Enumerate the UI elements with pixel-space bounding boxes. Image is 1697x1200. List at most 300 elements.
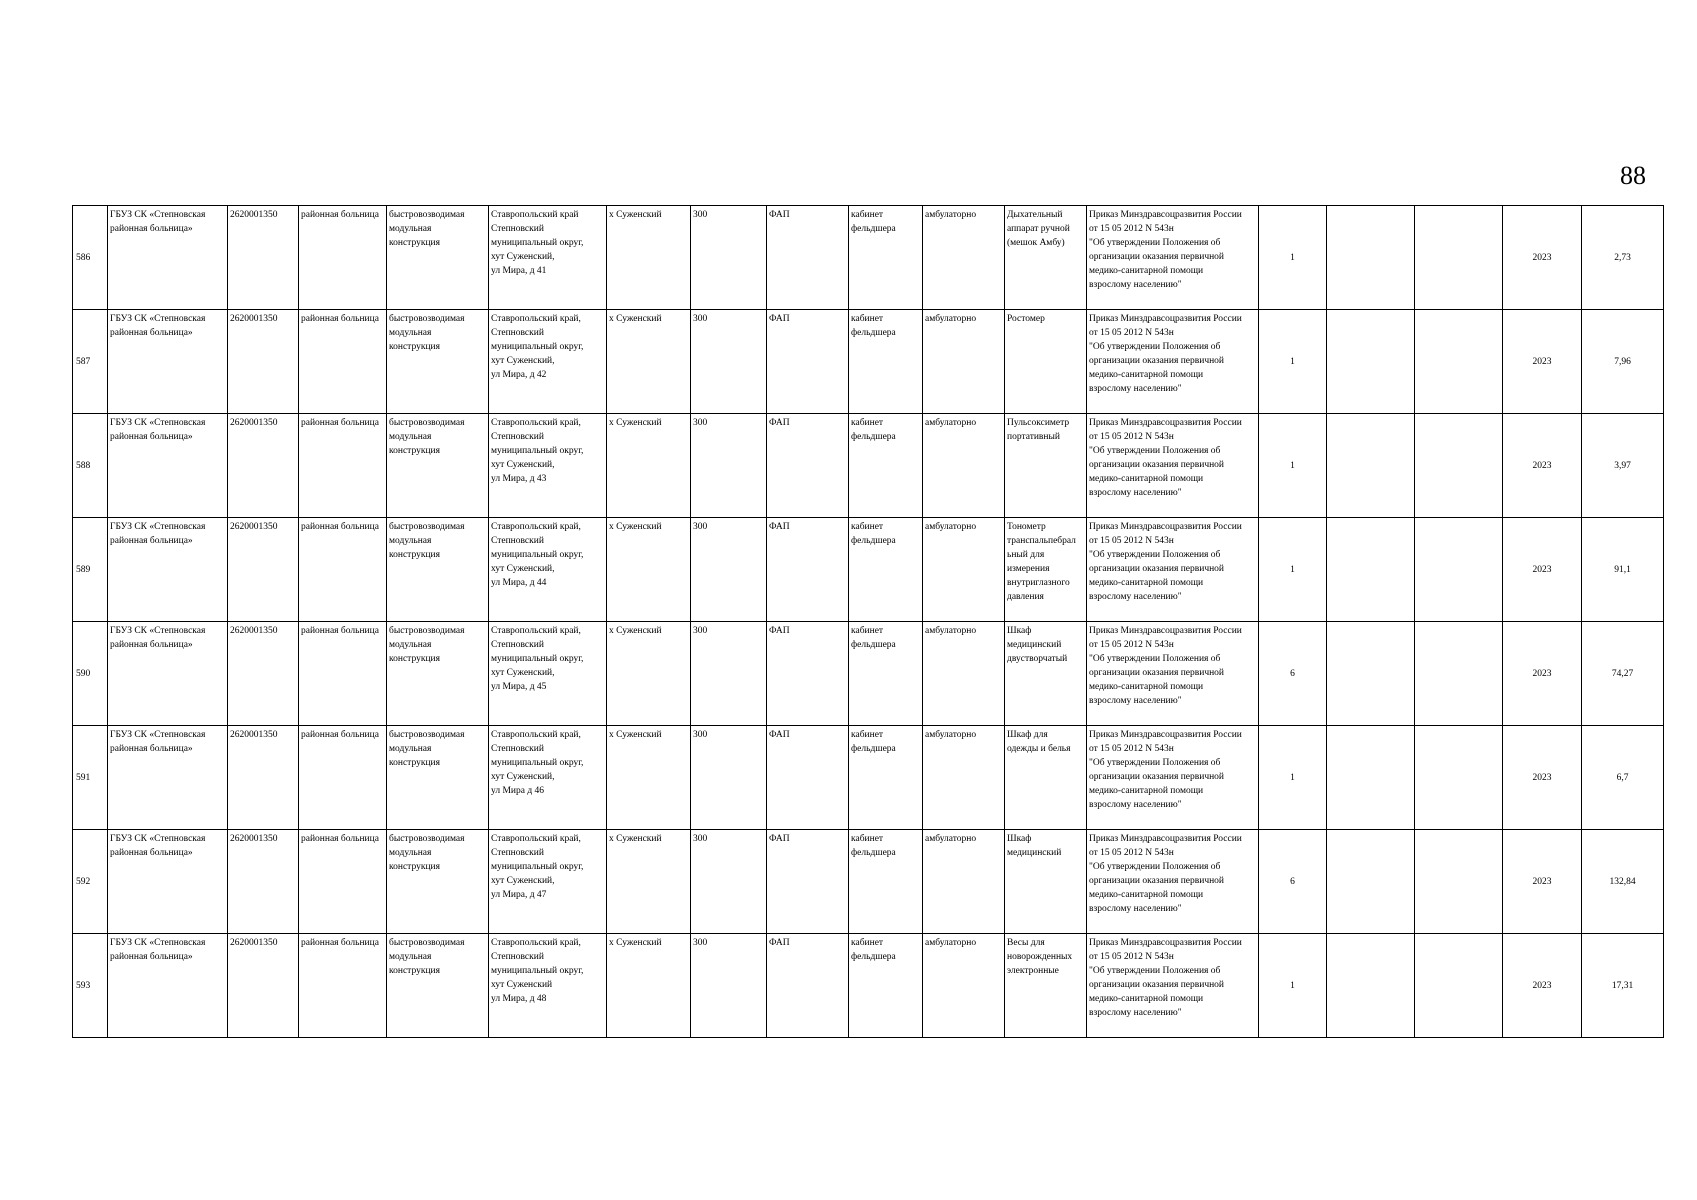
population-cell: 300 — [691, 934, 767, 1038]
organization-line: ГБУЗ СК «Степновская — [110, 314, 206, 324]
address-line: хут Суженский, — [491, 668, 555, 678]
regulation-order-line: от 15 05 2012 N 543н — [1089, 640, 1174, 650]
address-line: ул Мира, д 41 — [491, 266, 547, 276]
institution-type-cell: районная больница — [299, 518, 387, 622]
regulation-order-line: Приказ Минздравсоцразвития России — [1089, 210, 1242, 220]
population-cell: 300 — [691, 310, 767, 414]
unit-cell: ФАП — [767, 622, 849, 726]
equipment-name-line: Ростомер — [1007, 314, 1045, 324]
table-row — [73, 414, 1664, 518]
row-number-cell: 589 — [73, 518, 108, 622]
institution-type-cell: районная больница — [299, 622, 387, 726]
unit-cell: ФАП — [767, 310, 849, 414]
population-cell: 300 — [691, 206, 767, 310]
quantity-cell: 1 — [1259, 310, 1327, 414]
equipment-name-line: внутриглазного — [1007, 578, 1070, 588]
address-line: муниципальный округ, — [491, 342, 584, 352]
room-line: фельдшера — [851, 432, 896, 442]
room-line: кабинет — [851, 730, 884, 740]
amount-cell: 3,97 — [1582, 414, 1664, 518]
building-type-line: быстровозводимая — [389, 938, 465, 948]
equipment-name-line: медицинский — [1007, 848, 1062, 858]
locality-cell: х Суженский — [607, 206, 691, 310]
building-type-line: модульная — [389, 744, 432, 754]
regulation-order-cell — [1087, 414, 1259, 518]
equipment-name-cell — [1005, 830, 1087, 934]
year-cell: 2023 — [1503, 310, 1582, 414]
organization-cell — [108, 622, 228, 726]
organization-cell — [108, 310, 228, 414]
regulation-order-line: взрослому населению" — [1089, 384, 1182, 394]
room-cell — [849, 206, 923, 310]
regulation-order-line: от 15 05 2012 N 543н — [1089, 848, 1174, 858]
room-line: фельдшера — [851, 224, 896, 234]
organization-cell — [108, 206, 228, 310]
address-cell — [489, 414, 607, 518]
regulation-order-cell — [1087, 622, 1259, 726]
quantity-cell: 1 — [1259, 726, 1327, 830]
regulation-order-line: взрослому населению" — [1089, 800, 1182, 810]
year-cell: 2023 — [1503, 830, 1582, 934]
year-cell: 2023 — [1503, 206, 1582, 310]
equipment-name-line: ьный для — [1007, 550, 1045, 560]
locality-cell: х Суженский — [607, 518, 691, 622]
regulation-order-line: Приказ Минздравсоцразвития России — [1089, 730, 1242, 740]
regulation-order-line: Приказ Минздравсоцразвития России — [1089, 938, 1242, 948]
regulation-order-line: от 15 05 2012 N 543н — [1089, 328, 1174, 338]
equipment-name-line: электронные — [1007, 966, 1059, 976]
address-line: хут Суженский, — [491, 564, 555, 574]
room-line: кабинет — [851, 522, 884, 532]
address-line: Степновский — [491, 536, 544, 546]
regulation-order-line: организации оказания первичной — [1089, 876, 1225, 886]
population-cell: 300 — [691, 414, 767, 518]
building-type-line: быстровозводимая — [389, 730, 465, 740]
blank-cell-2 — [1415, 726, 1503, 830]
regulation-order-line: медико-санитарной помощи — [1089, 474, 1204, 484]
address-cell — [489, 830, 607, 934]
address-line: Ставропольский край, — [491, 730, 581, 740]
building-type-line: быстровозводимая — [389, 314, 465, 324]
address-line: Степновский — [491, 432, 544, 442]
quantity-cell: 1 — [1259, 206, 1327, 310]
building-type-line: модульная — [389, 536, 432, 546]
institution-type-cell: районная больница — [299, 206, 387, 310]
room-cell — [849, 518, 923, 622]
locality-cell: х Суженский — [607, 310, 691, 414]
building-type-line: быстровозводимая — [389, 418, 465, 428]
equipment-name-cell — [1005, 206, 1087, 310]
address-line: хут Суженский — [491, 980, 553, 990]
equipment-name-line: Дыхательный — [1007, 210, 1063, 220]
organization-line: районная больница» — [110, 848, 193, 858]
quantity-cell: 1 — [1259, 414, 1327, 518]
year-cell: 2023 — [1503, 518, 1582, 622]
organization-cell — [108, 830, 228, 934]
address-line: ул Мира, д 42 — [491, 370, 547, 380]
regulation-order-line: медико-санитарной помощи — [1089, 266, 1204, 276]
blank-cell-2 — [1415, 310, 1503, 414]
address-line: муниципальный округ, — [491, 966, 584, 976]
regulation-order-line: взрослому населению" — [1089, 592, 1182, 602]
blank-cell-2 — [1415, 622, 1503, 726]
unit-cell: ФАП — [767, 518, 849, 622]
unit-cell: ФАП — [767, 934, 849, 1038]
address-line: Степновский — [491, 744, 544, 754]
building-type-line: конструкция — [389, 238, 440, 248]
table-row — [73, 830, 1664, 934]
room-line: фельдшера — [851, 952, 896, 962]
blank-cell-1 — [1327, 830, 1415, 934]
address-line: ул Мира, д 44 — [491, 578, 547, 588]
institution-type-cell: районная больница — [299, 310, 387, 414]
address-line: ул Мира, д 43 — [491, 474, 547, 484]
organization-cell — [108, 934, 228, 1038]
room-line: фельдшера — [851, 744, 896, 754]
organization-line: ГБУЗ СК «Степновская — [110, 834, 206, 844]
amount-cell: 132,84 — [1582, 830, 1664, 934]
inn-cell: 2620001350 — [228, 934, 299, 1038]
equipment-name-line: измерения — [1007, 564, 1050, 574]
organization-line: районная больница» — [110, 432, 193, 442]
regulation-order-line: медико-санитарной помощи — [1089, 890, 1204, 900]
building-type-cell — [387, 206, 489, 310]
quantity-cell: 1 — [1259, 518, 1327, 622]
inn-cell: 2620001350 — [228, 622, 299, 726]
amount-cell: 74,27 — [1582, 622, 1664, 726]
blank-cell-1 — [1327, 726, 1415, 830]
regulation-order-line: от 15 05 2012 N 543н — [1089, 224, 1174, 234]
address-line: Степновский — [491, 640, 544, 650]
institution-type-cell: районная больница — [299, 414, 387, 518]
building-type-line: конструкция — [389, 758, 440, 768]
institution-type-cell: районная больница — [299, 830, 387, 934]
building-type-line: быстровозводимая — [389, 210, 465, 220]
address-line: Ставропольский край, — [491, 314, 581, 324]
regulation-order-line: организации оказания первичной — [1089, 564, 1225, 574]
equipment-name-line: Шкаф для — [1007, 730, 1048, 740]
regulation-order-line: медико-санитарной помощи — [1089, 578, 1204, 588]
address-cell — [489, 518, 607, 622]
building-type-cell — [387, 622, 489, 726]
organization-cell — [108, 726, 228, 830]
building-type-cell — [387, 518, 489, 622]
building-type-line: конструкция — [389, 654, 440, 664]
row-number-cell: 591 — [73, 726, 108, 830]
room-line: фельдшера — [851, 848, 896, 858]
address-line: муниципальный округ, — [491, 654, 584, 664]
blank-cell-1 — [1327, 414, 1415, 518]
unit-cell: ФАП — [767, 414, 849, 518]
blank-cell-2 — [1415, 414, 1503, 518]
organization-line: ГБУЗ СК «Степновская — [110, 938, 206, 948]
equipment-name-line: новорожденных — [1007, 952, 1073, 962]
regulation-order-line: взрослому населению" — [1089, 696, 1182, 706]
regulation-order-line: от 15 05 2012 N 543н — [1089, 952, 1174, 962]
address-cell — [489, 726, 607, 830]
equipment-name-line: медицинский — [1007, 640, 1062, 650]
regulation-order-line: организации оказания первичной — [1089, 772, 1225, 782]
regulation-order-cell — [1087, 726, 1259, 830]
organization-cell — [108, 518, 228, 622]
blank-cell-1 — [1327, 622, 1415, 726]
regulation-order-cell — [1087, 830, 1259, 934]
blank-cell-1 — [1327, 206, 1415, 310]
room-cell — [849, 622, 923, 726]
table-row — [73, 518, 1664, 622]
regulation-order-line: "Об утверждении Положения об — [1089, 342, 1221, 352]
regulation-order-line: "Об утверждении Положения об — [1089, 550, 1221, 560]
equipment-name-line: одежды и белья — [1007, 744, 1071, 754]
regulation-order-line: Приказ Минздравсоцразвития России — [1089, 522, 1242, 532]
regulation-order-line: "Об утверждении Положения об — [1089, 446, 1221, 456]
room-cell — [849, 310, 923, 414]
locality-cell: х Суженский — [607, 830, 691, 934]
address-line: ул Мира, д 45 — [491, 682, 547, 692]
building-type-line: конструкция — [389, 550, 440, 560]
row-number-cell: 586 — [73, 206, 108, 310]
equipment-name-line: Весы для — [1007, 938, 1045, 948]
table-row — [73, 726, 1664, 830]
address-line: Степновский — [491, 952, 544, 962]
page-number: 88 — [1620, 161, 1646, 190]
organization-line: ГБУЗ СК «Степновская — [110, 418, 206, 428]
room-line: кабинет — [851, 626, 884, 636]
quantity-cell: 6 — [1259, 830, 1327, 934]
room-line: фельдшера — [851, 536, 896, 546]
regulation-order-line: "Об утверждении Положения об — [1089, 238, 1221, 248]
equipment-name-line: транспальпебрал — [1007, 536, 1076, 546]
organization-line: районная больница» — [110, 328, 193, 338]
room-line: кабинет — [851, 938, 884, 948]
building-type-line: модульная — [389, 328, 432, 338]
regulation-order-line: от 15 05 2012 N 543н — [1089, 744, 1174, 754]
inn-cell: 2620001350 — [228, 414, 299, 518]
regulation-order-line: взрослому населению" — [1089, 1008, 1182, 1018]
building-type-line: конструкция — [389, 342, 440, 352]
regulation-order-line: от 15 05 2012 N 543н — [1089, 536, 1174, 546]
room-line: кабинет — [851, 314, 884, 324]
address-line: Ставропольский край, — [491, 626, 581, 636]
locality-cell: х Суженский — [607, 726, 691, 830]
inn-cell: 2620001350 — [228, 206, 299, 310]
address-line: хут Суженский, — [491, 460, 555, 470]
address-line: ул Мира, д 47 — [491, 890, 547, 900]
building-type-line: быстровозводимая — [389, 522, 465, 532]
building-type-cell — [387, 830, 489, 934]
equipment-name-line: давления — [1007, 592, 1044, 602]
blank-cell-2 — [1415, 934, 1503, 1038]
address-line: муниципальный округ, — [491, 238, 584, 248]
equipment-name-line: Шкаф — [1007, 626, 1032, 636]
address-line: муниципальный округ, — [491, 862, 584, 872]
care-type-cell: амбулаторно — [923, 726, 1005, 830]
equipment-name-line: Тонометр — [1007, 522, 1046, 532]
equipment-name-cell — [1005, 622, 1087, 726]
regulation-order-line: от 15 05 2012 N 543н — [1089, 432, 1174, 442]
quantity-cell: 6 — [1259, 622, 1327, 726]
equipment-name-line: Шкаф — [1007, 834, 1032, 844]
organization-line: районная больница» — [110, 536, 193, 546]
building-type-line: модульная — [389, 224, 432, 234]
population-cell: 300 — [691, 518, 767, 622]
amount-cell: 91,1 — [1582, 518, 1664, 622]
year-cell: 2023 — [1503, 934, 1582, 1038]
address-line: Степновский — [491, 328, 544, 338]
address-line: ул Мира д 46 — [491, 786, 545, 796]
table-row — [73, 310, 1664, 414]
table-row — [73, 206, 1664, 310]
regulation-order-line: "Об утверждении Положения об — [1089, 758, 1221, 768]
organization-line: районная больница» — [110, 224, 193, 234]
regulation-order-cell — [1087, 310, 1259, 414]
address-line: муниципальный округ, — [491, 758, 584, 768]
care-type-cell: амбулаторно — [923, 934, 1005, 1038]
year-cell: 2023 — [1503, 622, 1582, 726]
address-line: хут Суженский, — [491, 772, 555, 782]
equipment-name-line: Пульсоксиметр — [1007, 418, 1070, 428]
regulation-order-line: взрослому населению" — [1089, 904, 1182, 914]
regulation-order-line: организации оказания первичной — [1089, 356, 1225, 366]
regulation-order-line: Приказ Минздравсоцразвития России — [1089, 626, 1242, 636]
equipment-registry-table — [72, 205, 1664, 1038]
address-line: Ставропольский край, — [491, 834, 581, 844]
equipment-name-line: двустворчатый — [1007, 654, 1068, 664]
regulation-order-cell — [1087, 206, 1259, 310]
regulation-order-line: взрослому населению" — [1089, 488, 1182, 498]
row-number-cell: 592 — [73, 830, 108, 934]
year-cell: 2023 — [1503, 414, 1582, 518]
population-cell: 300 — [691, 830, 767, 934]
equipment-name-cell — [1005, 414, 1087, 518]
regulation-order-line: организации оказания первичной — [1089, 668, 1225, 678]
building-type-cell — [387, 414, 489, 518]
inn-cell: 2620001350 — [228, 830, 299, 934]
address-line: муниципальный округ, — [491, 550, 584, 560]
regulation-order-line: организации оказания первичной — [1089, 252, 1225, 262]
organization-line: ГБУЗ СК «Степновская — [110, 626, 206, 636]
amount-cell: 6,7 — [1582, 726, 1664, 830]
blank-cell-1 — [1327, 934, 1415, 1038]
equipment-name-cell — [1005, 726, 1087, 830]
care-type-cell: амбулаторно — [923, 622, 1005, 726]
organization-line: районная больница» — [110, 952, 193, 962]
regulation-order-cell — [1087, 934, 1259, 1038]
room-line: фельдшера — [851, 640, 896, 650]
room-cell — [849, 414, 923, 518]
equipment-name-cell — [1005, 934, 1087, 1038]
building-type-line: модульная — [389, 640, 432, 650]
room-line: кабинет — [851, 210, 884, 220]
regulation-order-line: медико-санитарной помощи — [1089, 994, 1204, 1004]
row-number-cell: 593 — [73, 934, 108, 1038]
address-line: Ставропольский край, — [491, 522, 581, 532]
row-number-cell: 588 — [73, 414, 108, 518]
address-line: Ставропольский край, — [491, 938, 581, 948]
building-type-line: модульная — [389, 848, 432, 858]
regulation-order-line: организации оказания первичной — [1089, 460, 1225, 470]
address-line: хут Суженский, — [491, 356, 555, 366]
room-cell — [849, 934, 923, 1038]
row-number-cell: 587 — [73, 310, 108, 414]
room-line: кабинет — [851, 418, 884, 428]
address-line: Степновский — [491, 848, 544, 858]
regulation-order-line: "Об утверждении Положения об — [1089, 966, 1221, 976]
care-type-cell: амбулаторно — [923, 830, 1005, 934]
address-cell — [489, 206, 607, 310]
equipment-name-line: портативный — [1007, 432, 1060, 442]
building-type-cell — [387, 726, 489, 830]
inn-cell: 2620001350 — [228, 518, 299, 622]
regulation-order-line: медико-санитарной помощи — [1089, 786, 1204, 796]
institution-type-cell: районная больница — [299, 934, 387, 1038]
regulation-order-line: медико-санитарной помощи — [1089, 370, 1204, 380]
blank-cell-2 — [1415, 518, 1503, 622]
blank-cell-2 — [1415, 830, 1503, 934]
building-type-cell — [387, 310, 489, 414]
population-cell: 300 — [691, 726, 767, 830]
care-type-cell: амбулаторно — [923, 206, 1005, 310]
organization-line: районная больница» — [110, 744, 193, 754]
room-cell — [849, 830, 923, 934]
regulation-order-line: организации оказания первичной — [1089, 980, 1225, 990]
locality-cell: х Суженский — [607, 934, 691, 1038]
unit-cell: ФАП — [767, 726, 849, 830]
regulation-order-line: "Об утверждении Положения об — [1089, 654, 1221, 664]
regulation-order-line: Приказ Минздравсоцразвития России — [1089, 834, 1242, 844]
address-line: хут Суженский, — [491, 876, 555, 886]
inn-cell: 2620001350 — [228, 726, 299, 830]
population-cell: 300 — [691, 622, 767, 726]
building-type-line: конструкция — [389, 862, 440, 872]
building-type-line: конструкция — [389, 446, 440, 456]
regulation-order-line: Приказ Минздравсоцразвития России — [1089, 314, 1242, 324]
address-cell — [489, 934, 607, 1038]
building-type-line: быстровозводимая — [389, 834, 465, 844]
equipment-name-line: аппарат ручной — [1007, 224, 1070, 234]
regulation-order-line: медико-санитарной помощи — [1089, 682, 1204, 692]
amount-cell: 7,96 — [1582, 310, 1664, 414]
building-type-line: модульная — [389, 432, 432, 442]
address-line: муниципальный округ, — [491, 446, 584, 456]
organization-cell — [108, 414, 228, 518]
organization-line: ГБУЗ СК «Степновская — [110, 210, 206, 220]
building-type-line: конструкция — [389, 966, 440, 976]
table-row — [73, 622, 1664, 726]
regulation-order-cell — [1087, 518, 1259, 622]
equipment-name-cell — [1005, 310, 1087, 414]
blank-cell-1 — [1327, 310, 1415, 414]
blank-cell-2 — [1415, 206, 1503, 310]
address-cell — [489, 622, 607, 726]
unit-cell: ФАП — [767, 830, 849, 934]
organization-line: районная больница» — [110, 640, 193, 650]
address-cell — [489, 310, 607, 414]
room-line: фельдшера — [851, 328, 896, 338]
regulation-order-line: взрослому населению" — [1089, 280, 1182, 290]
building-type-cell — [387, 934, 489, 1038]
regulation-order-line: Приказ Минздравсоцразвития России — [1089, 418, 1242, 428]
table-row — [73, 934, 1664, 1038]
address-line: Ставропольский край, — [491, 418, 581, 428]
row-number-cell: 590 — [73, 622, 108, 726]
equipment-name-line: (мешок Амбу) — [1007, 238, 1065, 248]
blank-cell-1 — [1327, 518, 1415, 622]
amount-cell: 2,73 — [1582, 206, 1664, 310]
organization-line: ГБУЗ СК «Степновская — [110, 522, 206, 532]
quantity-cell: 1 — [1259, 934, 1327, 1038]
address-line: хут Суженский, — [491, 252, 555, 262]
